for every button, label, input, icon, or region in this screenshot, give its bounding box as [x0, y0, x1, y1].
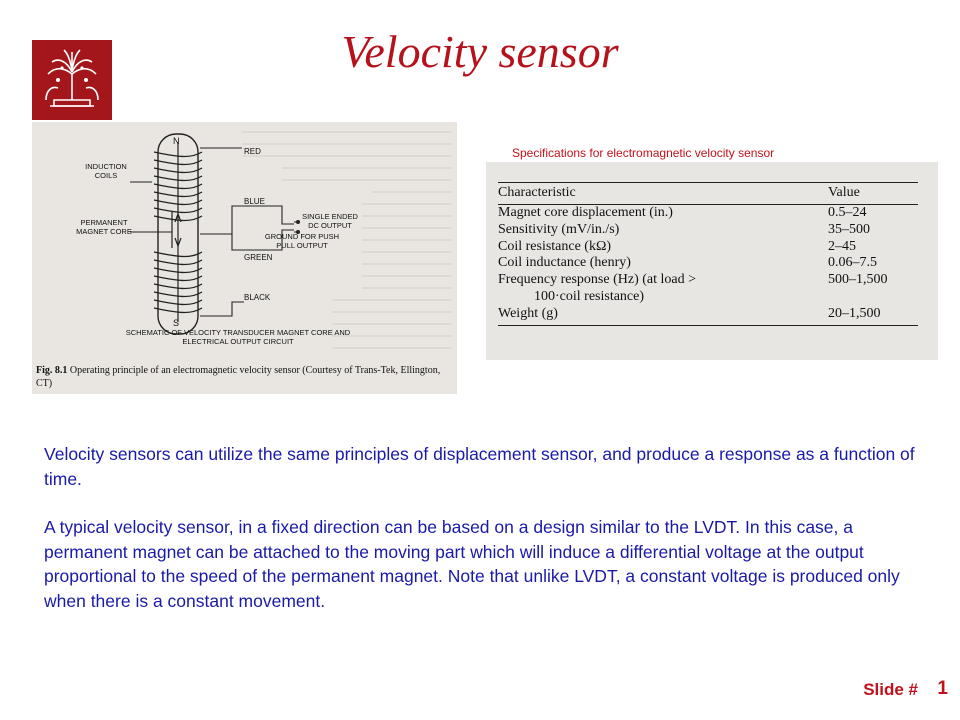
value-cell: 0.06–7.5 — [828, 255, 877, 271]
value-cell: 35–500 — [828, 221, 870, 237]
velocity-transducer-figure — [32, 122, 457, 394]
characteristic-cell: Coil resistance (kΩ) — [498, 238, 612, 254]
table-row — [498, 239, 918, 256]
schematic-caption-label: SCHEMATIC OF VELOCITY TRANSDUCER MAGNET CORE AND ELECTRICAL OUTPUT CIRCUIT — [125, 328, 351, 346]
spec-table — [498, 182, 918, 326]
characteristic-cell: Weight (g) — [498, 306, 828, 325]
value-cell: 500–1,500 — [828, 272, 888, 288]
table-row — [498, 205, 918, 222]
figure-caption-text: Operating principle of an electromagnetic velocity sensor (Courtesy of Trans-Tek, Ellington, CT) — [36, 365, 441, 389]
characteristic-cell: 100·coil resistance) — [520, 288, 645, 304]
table-row — [498, 306, 918, 325]
body-paragraph-2: A typical velocity sensor, in a fixed direction can be based on a design similar to the LVDT. In this case, a permanent magnet can be attached to the moving part which will induce a differential voltage at the output proportional to the speed of the permanent magnet. Note that unlike LVDT, a constant voltage is produced only when there is a constant movement. — [44, 517, 900, 611]
figure-number: Fig. 8.1 — [36, 365, 68, 376]
figure-caption — [36, 364, 456, 390]
table-row — [498, 222, 918, 239]
value-cell: 0.5–24 — [828, 205, 867, 220]
transducer-schematic — [32, 122, 457, 394]
characteristic-cell: Magnet core displacement (in.) — [498, 205, 673, 220]
slide-number-label: Slide # — [863, 680, 918, 699]
ground-output-label: GROUND FOR PUSH PULL OUTPUT — [264, 232, 340, 250]
table-row — [498, 272, 918, 289]
value-header: Value — [828, 183, 918, 205]
black-wire-label: BLACK — [244, 293, 271, 302]
spec-table-header — [498, 183, 918, 205]
spec-table-image — [486, 162, 938, 360]
value-cell: 20–1,500 — [828, 306, 918, 325]
characteristic-cell: Sensitivity (mV/in./s) — [498, 221, 620, 237]
south-label: S — [173, 318, 180, 328]
green-wire-label: GREEN — [244, 253, 273, 262]
red-wire-label: RED — [244, 147, 261, 156]
characteristic-cell: Coil inductance (henry) — [498, 255, 631, 271]
spec-caption: Specifications for electromagnetic velocity sensor — [512, 146, 775, 160]
permanent-magnet-core-label: PERMANENT MAGNET CORE — [76, 218, 132, 236]
table-row — [498, 289, 918, 306]
north-label: N — [173, 136, 180, 146]
blue-wire-label: BLUE — [244, 197, 265, 206]
slide-number: 1 — [937, 678, 948, 699]
value-cell: 2–45 — [828, 238, 856, 254]
single-ended-output-label: SINGLE ENDED DC OUTPUT — [302, 212, 358, 230]
characteristic-cell: Frequency response (Hz) (at load > — [498, 272, 696, 288]
body-paragraph-1: Velocity sensors can utilize the same principles of displacement sensor, and produce a response as a function of time. — [44, 444, 915, 489]
characteristic-header: Characteristic — [498, 183, 828, 205]
induction-coils-label: INDUCTION COILS — [85, 162, 127, 180]
table-row — [498, 255, 918, 272]
slide-title: Velocity sensor — [341, 26, 619, 77]
value-cell — [828, 289, 918, 306]
slide-body — [44, 442, 924, 637]
